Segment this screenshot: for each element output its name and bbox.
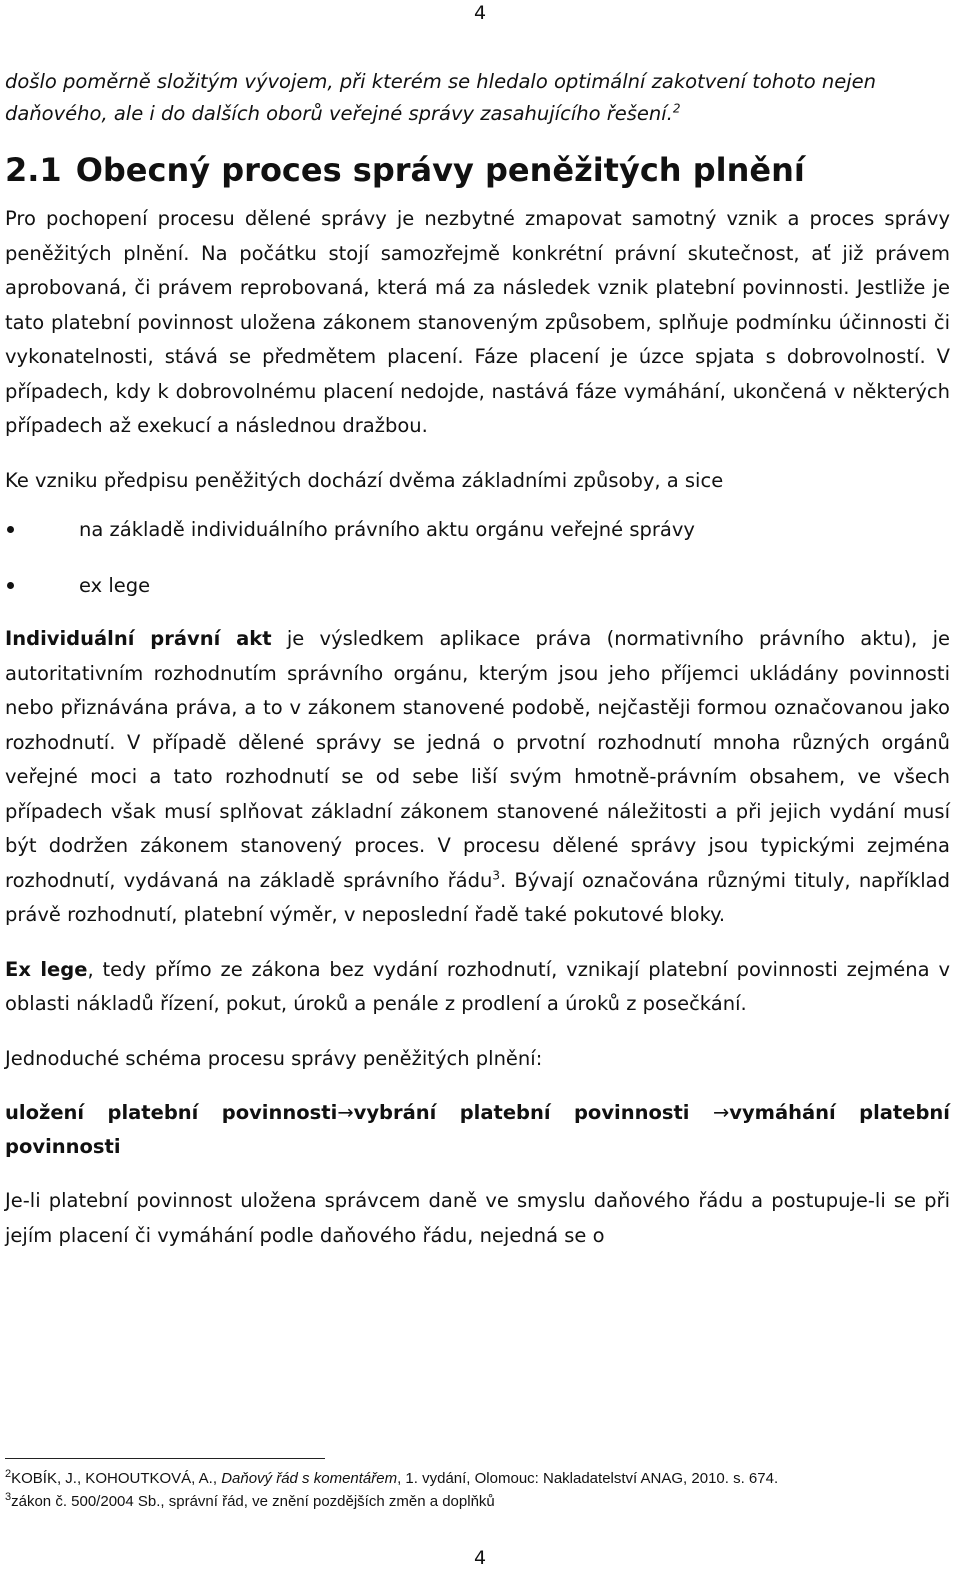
footnotes	[5, 1467, 935, 1513]
arrow-right-icon: →	[337, 1101, 354, 1124]
page-content	[5, 66, 950, 1253]
bullet-icon	[7, 526, 14, 533]
individual-act-text-a: je výsledkem aplikace práva (normativního právního aktu), je autoritativním rozhodnutím správního orgánu, kterým jsou jeho příjemci ukládány povinnosti nebo přiznávána práva, a to v zákonem stanovené podobě, nejčastěji formou označovanou jako rozhodnutí. V případě dělené správy se jedná o prvotní rozhodnutí mnoha různých orgánů veřejné moci a tato rozhodnutí se od sebe liší svým hmotně-právním obsahem, ve všech případech však musí splňovat základní zákonem stanovené náležitosti a při jejich vydání musí být dodržen zákonem stanovený proces. V procesu dělené správy jsou typickými zejména rozhodnutí, vydávaná na základě správního řádu	[5, 627, 951, 892]
intro-paragraph	[5, 66, 950, 130]
footnote-publication: , 1. vydání, Olomouc: Nakladatelství ANAG, 2010. s. 674.	[397, 1470, 779, 1487]
footnote-authors: KOBÍK, J., KOHOUTKOVÁ, A.,	[11, 1470, 222, 1487]
footnote-ref-3[interactable]: 3	[492, 868, 500, 882]
page-number-top: 4	[473, 2, 487, 24]
intro-text: došlo poměrně složitým vývojem, při kterém se hledalo optimální zakotvení tohoto nejen daňového, ale i do dalších oborů veřejné správy zasahujícího řešení.	[5, 70, 876, 125]
paragraph-individual-act	[5, 622, 950, 933]
schema-step-enforcement: vymáhání platební povinnosti	[5, 1101, 950, 1158]
term-ex-lege: Ex lege	[5, 957, 88, 981]
page-number-bottom: 4	[473, 1547, 487, 1569]
arrow-right-icon: →	[712, 1101, 730, 1124]
footnote-2	[5, 1467, 935, 1490]
paragraph-schema-intro: Jednoduché schéma procesu správy peněžitých plnění:	[5, 1046, 543, 1070]
list-item	[5, 516, 950, 544]
ex-lege-text: , tedy přímo ze zákona bez vydání rozhodnutí, vznikají platební povinnosti zejména v oblasti nákladů řízení, pokut, úroků a penále z prodlení a úroků z posečkání.	[5, 957, 950, 1015]
paragraph-tax-code: Je-li platební povinnost uložena správcem daně ve smyslu daňového řádu a postupuje-li se při jejím placení či vymáhání podle daňového řádu, nejedná se o	[5, 1189, 950, 1247]
schema-step-collection: vybrání platební povinnosti	[353, 1101, 690, 1124]
process-schema	[5, 1096, 950, 1164]
footnote-ref-2[interactable]: 2	[672, 101, 681, 116]
section-title: Obecný proces správy peněžitých plnění	[75, 151, 805, 189]
list-item-text: ex lege	[79, 574, 151, 597]
footnote-number: 3	[5, 1491, 12, 1503]
footnote-3	[5, 1490, 935, 1513]
schema-step-imposition: uložení platební povinnosti	[5, 1101, 338, 1124]
term-individual-act: Individuální právní akt	[5, 627, 272, 650]
list-item-text: na základě individuálního právního aktu orgánu veřejné správy	[79, 518, 695, 541]
paragraph-ex-lege	[5, 953, 950, 1022]
footnote-separator	[5, 1458, 325, 1459]
footnote-number: 2	[5, 1468, 12, 1480]
paragraph-process-overview: Pro pochopení procesu dělené správy je nezbytné zmapovat samotný vznik a proces správy peněžitých plnění. Na počátku stojí samozřejmě konkrétní právní skutečnost, ať již právem aprobovaná, či právem reprobovaná, která má za následek vznik platební povinnosti. Jestliže je tato platební povinnost uložena zákonem stanoveným způsobem, splňuje podmínku účinnosti či vykonatelnosti, stává se předmětem placení. Fáze placení je úzce spjata s dobrovolností. V případech, kdy k dobrovolnému placení nedojde, nastává fáze vymáhání, ukončená v některých případech až exekucí a následnou dražbou.	[5, 207, 950, 437]
bullet-icon	[7, 582, 14, 589]
paragraph-origin-methods: Ke vzniku předpisu peněžitých dochází dvěma základními způsoby, a sice	[5, 468, 724, 492]
section-number: 2.1	[5, 151, 62, 189]
footnote-book-title: Daňový řád s komentářem	[221, 1470, 398, 1487]
origin-methods-list	[5, 516, 950, 600]
list-item	[5, 572, 950, 600]
footnote-text: zákon č. 500/2004 Sb., správní řád, ve znění pozdějších změn a doplňků	[11, 1493, 495, 1510]
individual-act-text-b: . Bývají označována různými tituly, například právě rozhodnutí, platební výměr, v neposlední řadě také pokutové bloky.	[5, 868, 950, 926]
section-heading	[5, 148, 950, 192]
